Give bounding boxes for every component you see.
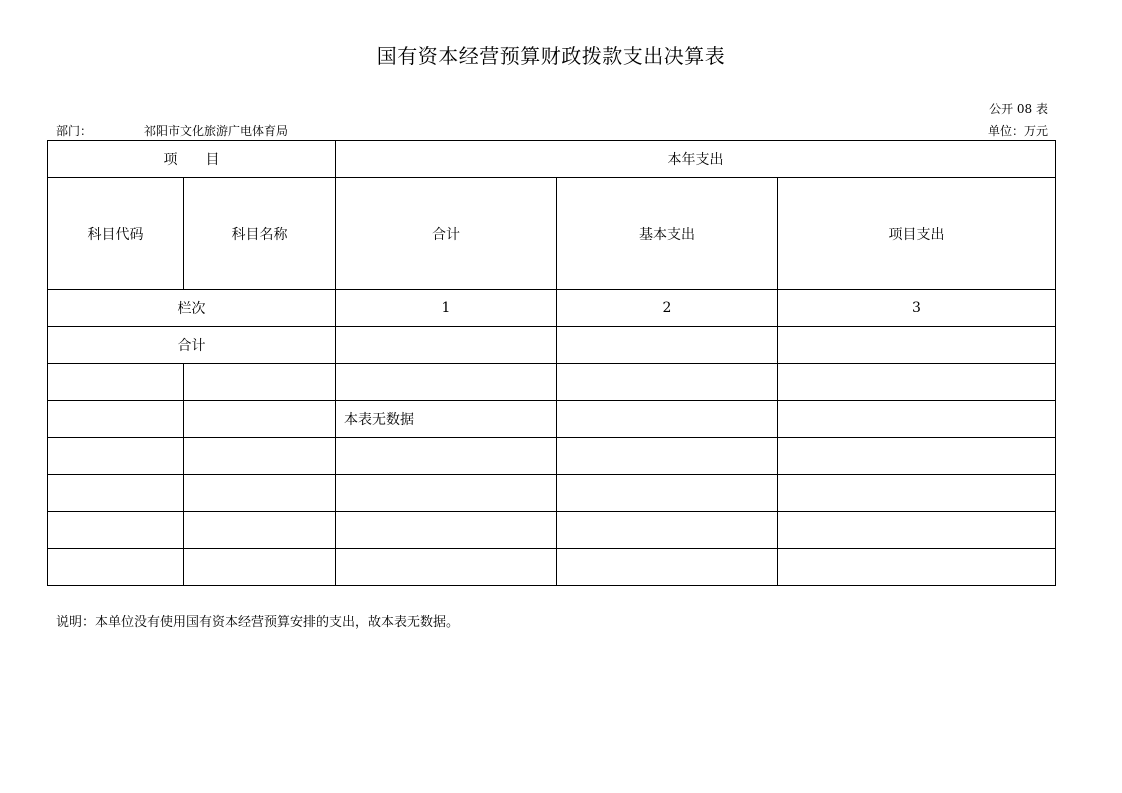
table-total-row [48, 327, 1056, 364]
table-row [48, 401, 1056, 438]
column-header-name: 科目名称 [184, 178, 336, 290]
row-name [184, 512, 336, 549]
index-label: 栏次 [48, 290, 336, 327]
row-project [778, 401, 1056, 438]
no-data-text: 本表无数据 [336, 401, 557, 438]
row-total [336, 512, 557, 549]
row-project [778, 364, 1056, 401]
form-code: 公开 08 表 [989, 102, 1048, 116]
row-project [778, 549, 1056, 586]
table-row [48, 438, 1056, 475]
row-basic [557, 549, 778, 586]
column-header-project: 项目支出 [778, 178, 1056, 290]
index-3: 3 [778, 290, 1056, 327]
row-name [184, 401, 336, 438]
row-code [48, 512, 184, 549]
row-code [48, 438, 184, 475]
index-1: 1 [336, 290, 557, 327]
total-value [336, 327, 557, 364]
column-header-total: 合计 [336, 178, 557, 290]
table-row [48, 512, 1056, 549]
table-header-row [48, 141, 1056, 178]
row-total [336, 364, 557, 401]
row-basic [557, 401, 778, 438]
row-project [778, 438, 1056, 475]
row-basic [557, 364, 778, 401]
row-code [48, 401, 184, 438]
row-basic [557, 438, 778, 475]
total-label: 合计 [48, 327, 336, 364]
row-project [778, 512, 1056, 549]
explanation-note: 说明：本单位没有使用国有资本经营预算安排的支出，故本表无数据。 [56, 615, 460, 630]
row-basic [557, 512, 778, 549]
row-code [48, 475, 184, 512]
header-item: 项 目 [48, 141, 336, 178]
header-current-year: 本年支出 [336, 141, 1056, 178]
row-code [48, 549, 184, 586]
table-row [48, 475, 1056, 512]
department-label: 部门： [56, 124, 93, 138]
row-total [336, 549, 557, 586]
department-value: 祁阳市文化旅游广电体育局 [144, 124, 289, 138]
row-total [336, 475, 557, 512]
total-basic-value [557, 327, 778, 364]
column-header-basic: 基本支出 [557, 178, 778, 290]
table-index-row [48, 290, 1056, 327]
index-2: 2 [557, 290, 778, 327]
report-title: 国有资本经营预算财政拨款支出决算表 [376, 44, 726, 68]
row-name [184, 549, 336, 586]
total-project-value [778, 327, 1056, 364]
budget-table [47, 140, 1056, 586]
row-name [184, 364, 336, 401]
unit-label: 单位：万元 [987, 124, 1048, 138]
table-column-header-row [48, 178, 1056, 290]
row-name [184, 438, 336, 475]
column-header-code: 科目代码 [48, 178, 184, 290]
row-code [48, 364, 184, 401]
table-row [48, 549, 1056, 586]
row-total [336, 438, 557, 475]
table-row [48, 364, 1056, 401]
row-name [184, 475, 336, 512]
row-project [778, 475, 1056, 512]
row-basic [557, 475, 778, 512]
